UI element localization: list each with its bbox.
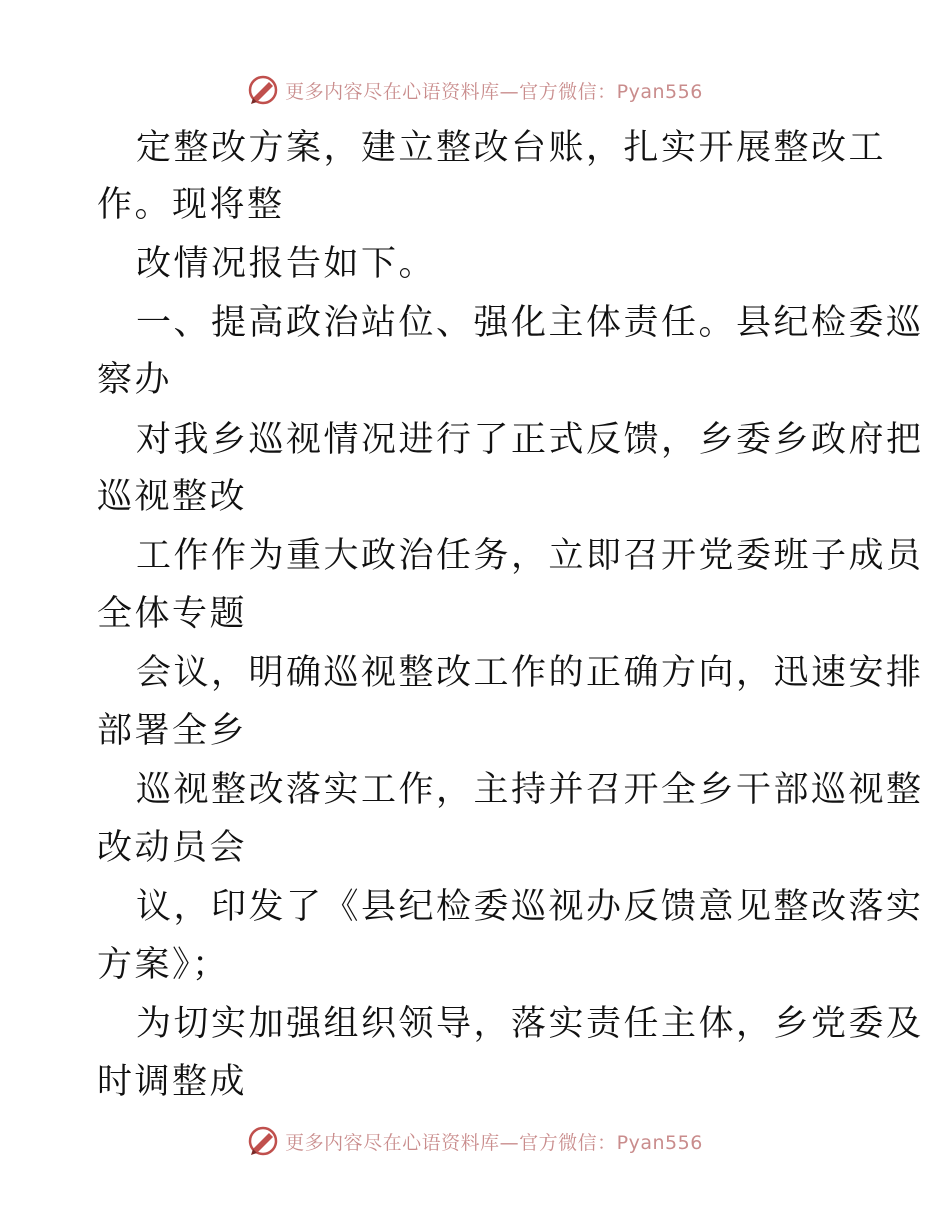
paragraph-line: 定整改方案，建立整改台账，扎实开展整改工 — [136, 128, 887, 168]
paragraph-line: 工作作为重大政治任务，立即召开党委班子成员 — [136, 536, 924, 576]
header-watermark — [0, 70, 950, 110]
paragraph-line: 部署全乡 — [97, 711, 248, 751]
paragraph-line: 改动员会 — [97, 828, 248, 868]
paragraph-line: 作。现将整 — [97, 185, 285, 225]
watermark-text: 更多内容尽在心语资料库—官方微信：Pyan556 — [285, 1131, 703, 1154]
pen-logo-icon — [247, 1125, 279, 1157]
paragraph-line: 为切实加强组织领导，落实责任主体，乡党委及 — [136, 1004, 924, 1044]
pen-logo-icon — [247, 74, 279, 106]
paragraph-line: 时调整成 — [97, 1062, 248, 1102]
paragraph-line: 改情况报告如下。 — [136, 244, 437, 284]
paragraph-line: 会议，明确巡视整改工作的正确方向，迅速安排 — [136, 653, 924, 693]
paragraph-line: 方案》； — [97, 945, 230, 985]
footer-watermark — [0, 1121, 950, 1161]
paragraph-line: 议，印发了《县纪检委巡视办反馈意见整改落实 — [136, 887, 924, 927]
watermark-text: 更多内容尽在心语资料库—官方微信：Pyan556 — [285, 80, 703, 103]
paragraph-line: 巡视整改落实工作，主持并召开全乡干部巡视整 — [136, 770, 924, 810]
paragraph-line: 巡视整改 — [97, 477, 248, 517]
paragraph-line: 对我乡巡视情况进行了正式反馈，乡委乡政府把 — [136, 420, 924, 460]
paragraph-line: 察办 — [97, 360, 173, 400]
paragraph-line: 全体专题 — [97, 594, 248, 634]
paragraph-line: 一、提高政治站位、强化主体责任。县纪检委巡 — [136, 303, 924, 343]
